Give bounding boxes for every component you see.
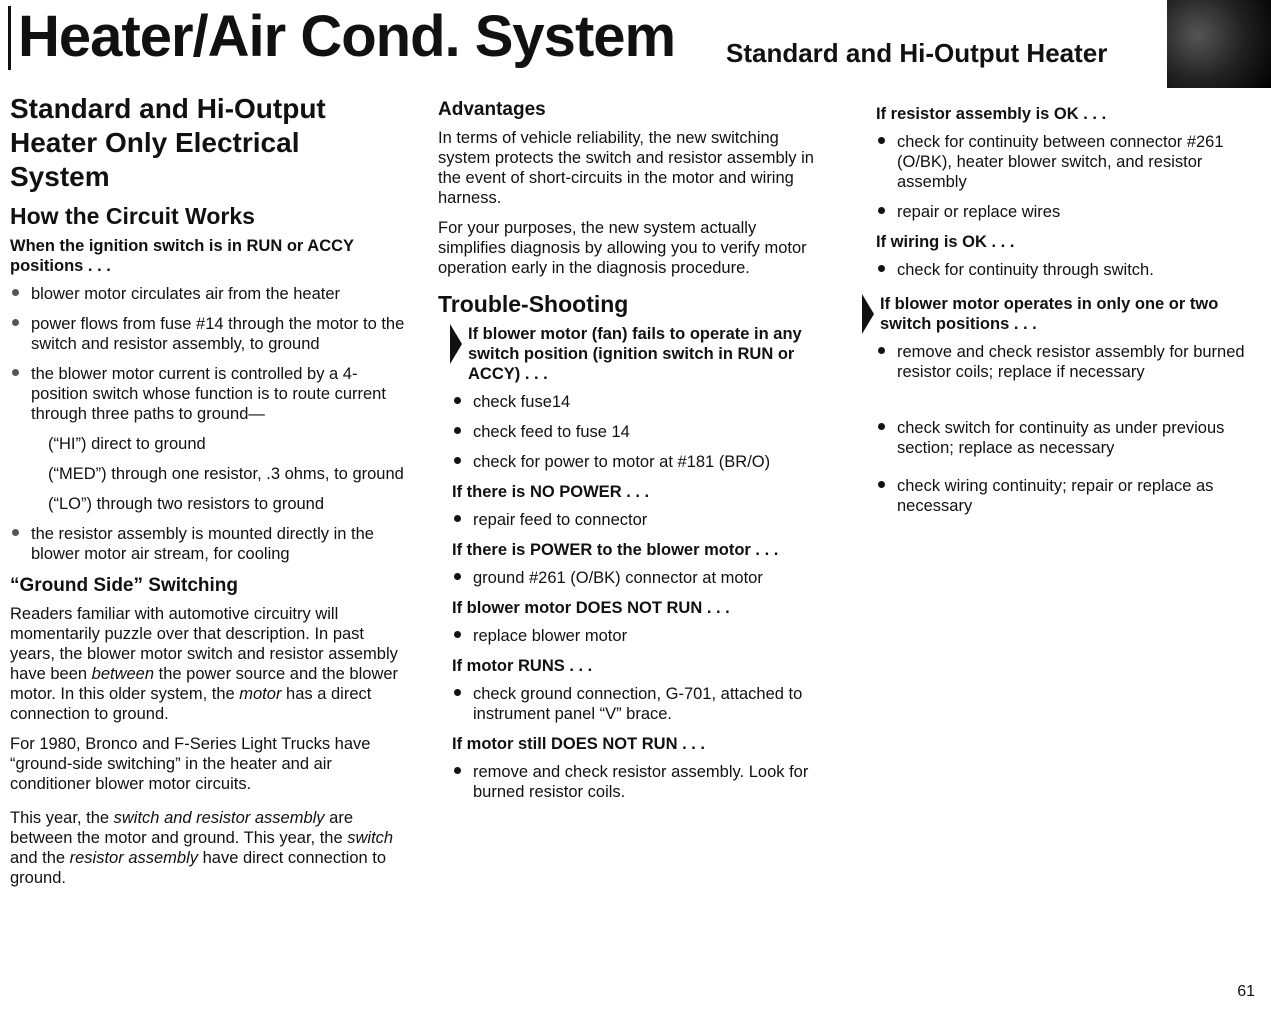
ground-side-heading: “Ground Side” Switching: [10, 575, 238, 596]
list-item: power flows from fuse #14 through the motor to the switch and resistor assembly, to ground: [10, 314, 405, 354]
no-power-list: [452, 510, 828, 530]
bullet-icon: [454, 573, 461, 580]
resistor-ok-condition: If resistor assembly is OK . . .: [876, 105, 1107, 123]
wiring-ok-list: [876, 260, 1261, 280]
paragraph: Readers familiar with automotive circuitry will momentarily puzzle over that description. In past years, the blower motor switch and resistor assembly have been between the power source and the blower motor. In this older system, the motor has a direct connection to ground.: [10, 605, 399, 723]
runs-condition: If motor RUNS . . .: [452, 657, 593, 675]
list-item: remove and check resistor assembly for burned resistor coils; replace if necessary: [876, 342, 1261, 382]
ground-paths-list: [10, 434, 405, 514]
column-1: [10, 92, 405, 898]
resistor-ok-list: [876, 132, 1261, 222]
bullet-icon: [454, 515, 461, 522]
check-list: [452, 392, 828, 472]
list-item: (“LO”) through two resistors to ground: [48, 495, 325, 513]
bullet-icon: [454, 397, 461, 404]
bullet-icon: [454, 767, 461, 774]
one-or-two-list: [876, 342, 1261, 516]
circuit-bullet-list: [10, 284, 405, 424]
bullet-icon: [878, 137, 885, 144]
no-power-condition: If there is NO POWER . . .: [452, 483, 650, 501]
list-item: repair feed to connector: [452, 510, 828, 530]
runs-list: [452, 684, 828, 724]
power-condition: If there is POWER to the blower motor . . .: [452, 541, 779, 559]
list-item: check fuse14: [452, 392, 828, 412]
list-item: replace blower motor: [452, 626, 828, 646]
paragraph: For 1980, Bronco and F-Series Light Trucks have “ground-side switching” in the heater and air conditioner blower motor circuits.: [10, 735, 371, 793]
arrow-marker-icon: [862, 294, 874, 334]
list-item: check for continuity between connector #261 (O/BK), heater blower switch, and resistor assembly: [876, 132, 1261, 192]
list-item: check switch for continuity as under previous section; replace as necessary: [876, 418, 1261, 458]
bullet-icon: [878, 265, 885, 272]
list-item: ground #261 (O/BK) connector at motor: [452, 568, 828, 588]
list-item: blower motor circulates air from the heater: [10, 284, 405, 304]
bullet-icon: [12, 369, 19, 376]
bullet-icon: [454, 631, 461, 638]
list-item: remove and check resistor assembly. Look for burned resistor coils.: [452, 762, 828, 802]
paragraph: For your purposes, the new system actually simplifies diagnosis by allowing you to verify motor operation early in the diagnosis procedure.: [438, 219, 807, 277]
bullet-icon: [878, 207, 885, 214]
list-item: check wiring continuity; repair or replace as necessary: [876, 476, 1261, 516]
bullet-icon: [878, 481, 885, 488]
header-rule: [8, 6, 11, 70]
list-item: (“MED”) through one resistor, .3 ohms, to ground: [48, 465, 404, 483]
power-list: [452, 568, 828, 588]
list-item: check for continuity through switch.: [876, 260, 1261, 280]
trouble-shooting-block: [438, 324, 828, 802]
fail-condition: If blower motor (fan) fails to operate in any switch position (ignition switch in RUN or ACCY) . . .: [452, 324, 828, 384]
list-item: the blower motor current is controlled by a 4-position switch whose function is to route current through three paths to ground—: [10, 364, 405, 424]
circuit-bullet-list-2: [10, 524, 405, 564]
not-run-condition: If blower motor DOES NOT RUN . . .: [452, 599, 730, 617]
advantages-heading: Advantages: [438, 99, 546, 120]
bullet-icon: [454, 457, 461, 464]
bullet-icon: [12, 289, 19, 296]
column-2: [438, 92, 828, 812]
list-item: check for power to motor at #181 (BR/O): [452, 452, 828, 472]
bullet-icon: [454, 689, 461, 696]
how-circuit-works-heading: How the Circuit Works: [10, 203, 255, 229]
list-item: check feed to fuse 14: [452, 422, 828, 442]
page-header: [8, 0, 1271, 88]
section-title: Standard and Hi-Output Heater Only Electrical System: [10, 93, 326, 192]
column-3: [876, 92, 1261, 526]
bullet-icon: [878, 423, 885, 430]
page-number: 61: [1237, 983, 1255, 1000]
arrow-marker-icon: [450, 324, 462, 364]
page-subtitle: Standard and Hi-Output Heater: [726, 38, 1108, 68]
bullet-icon: [454, 427, 461, 434]
list-item: check ground connection, G-701, attached to instrument panel “V” brace.: [452, 684, 828, 724]
not-run-list: [452, 626, 828, 646]
still-not-run-condition: If motor still DOES NOT RUN . . .: [452, 735, 706, 753]
list-item: (“HI”) direct to ground: [48, 435, 206, 453]
section-thumb-tab: [1167, 0, 1271, 88]
ignition-condition: When the ignition switch is in RUN or ACCY positions . . .: [10, 237, 354, 275]
wiring-ok-condition: If wiring is OK . . .: [876, 233, 1015, 251]
paragraph: In terms of vehicle reliability, the new switching system protects the switch and resistor assembly in the event of short-circuits in the motor and wiring harness.: [438, 129, 814, 207]
bullet-icon: [12, 319, 19, 326]
trouble-shooting-heading: Trouble-Shooting: [438, 291, 629, 317]
bullet-icon: [12, 529, 19, 536]
one-or-two-condition: If blower motor operates in only one or two switch positions . . .: [864, 294, 1261, 334]
paragraph: This year, the switch and resistor assembly are between the motor and ground. This year, the switch and the resistor assembly have direct connection to ground.: [10, 809, 394, 887]
still-not-run-list: [452, 762, 828, 802]
page-title: Heater/Air Cond. System: [18, 4, 676, 69]
bullet-icon: [878, 347, 885, 354]
list-item: repair or replace wires: [876, 202, 1261, 222]
list-item: the resistor assembly is mounted directly in the blower motor air stream, for cooling: [10, 524, 405, 564]
